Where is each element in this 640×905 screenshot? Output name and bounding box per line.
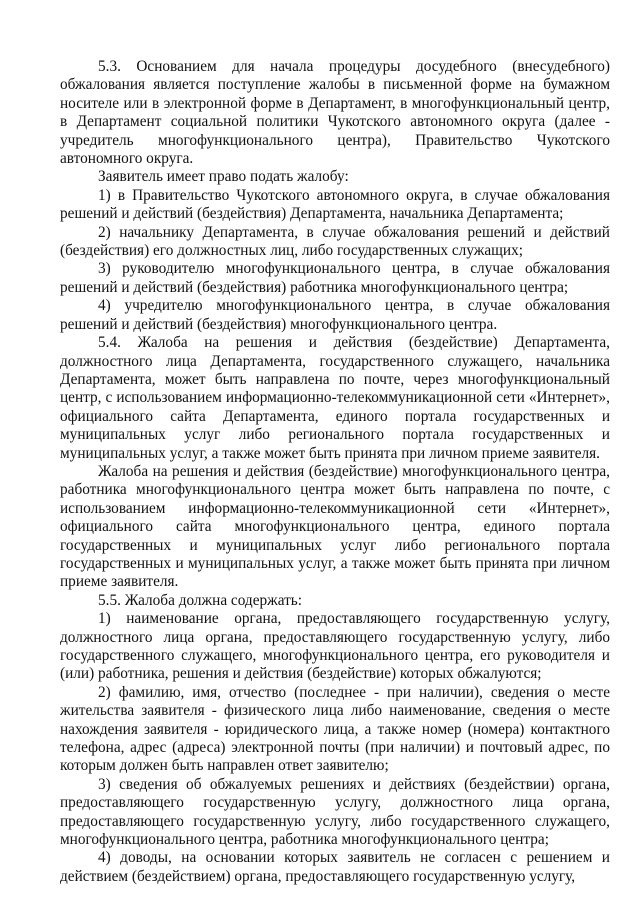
paragraph-content-4: 4) доводы, на основании которых заявитель не согласен с решением и действием (бездействием) органа, предоставляющего государственную услугу,: [60, 849, 610, 885]
paragraph-item-4: 4) учредителю многофункционального центра, в случае обжалования решений и действий (бездействия) многофункционального центра.: [60, 297, 610, 333]
paragraph-5-4: 5.4. Жалоба на решения и действия (бездействие) Департамента, должностного лица Департамента, государственного служащего, начальника Департамента, может быть направлена по почте, через многофункциональный центр, с использованием информационно-телекоммуникационной сети «Интернет», официального сайта Департамента, единого портала государственных и муниципальных услуг либо регионального портала государственных и муниципальных услуг, а также может быть принята при личном приеме заявителя.: [60, 334, 610, 462]
paragraph-item-3: 3) руководителю многофункционального центра, в случае обжалования решений и действий (бездействия) работника многофункционального центра;: [60, 260, 610, 296]
paragraph-content-1: 1) наименование органа, предоставляющего государственную услугу, должностного лица органа, предоставляющего государственную услугу, либо государственного служащего, многофункционального центра, его руководителя и (или) работника, решения и действия (бездействие) которых обжалуются;: [60, 610, 610, 683]
document-page: [60, 58, 610, 886]
paragraph-content-2: 2) фамилию, имя, отчество (последнее - при наличии), сведения о месте жительства заявителя - физического лица либо наименование, сведения о месте нахождения заявителя - юридического лица, а также номер (номера) контактного телефона, адрес (адреса) электронной почты (при наличии) и почтовый адрес, по которым должен быть направлен ответ заявителю;: [60, 683, 610, 775]
paragraph-right-to-complain: Заявитель имеет право подать жалобу:: [98, 168, 349, 186]
paragraph-item-1: 1) в Правительство Чукотского автономного округа, в случае обжалования решений и действий (бездействия) Департамента, начальника Департамента;: [60, 186, 610, 223]
paragraph-content-3: 3) сведения об обжалуемых решениях и действиях (бездействии) органа, предоставляющего государственную услугу, должностного лица органа, предоставляющего государственную услугу, либо государственного служащего, многофункционального центра, работника многофункционального центра;: [60, 775, 610, 849]
paragraph-mfc-complaint: Жалоба на решения и действия (бездействие) многофункционального центра, работника многофункционального центра может быть направлена по почте, с использованием информационно-телекоммуникационной сети «Интернет», официального сайта многофункционального центра, единого портала государственных и муниципальных услуг либо регионального портала государственных и муниципальных услуг, а также может быть принята при личном приеме заявителя.: [60, 462, 610, 591]
paragraph-5-5: 5.5. Жалоба должна содержать:: [98, 591, 303, 609]
paragraph-item-2: 2) начальнику Департамента, в случае обжалования решений и действий (бездействия) его должностных лиц, либо государственных служащих;: [60, 223, 610, 260]
paragraph-5-3: 5.3. Основанием для начала процедуры досудебного (внесудебного) обжалования является поступление жалобы в письменной форме на бумажном носителе или в электронной форме в Департамент, в многофункциональный центр, в Департамент социальной политики Чукотского автономного округа (далее - учредитель многофункционального центра), Правительство Чукотского автономного округа.: [60, 58, 610, 168]
